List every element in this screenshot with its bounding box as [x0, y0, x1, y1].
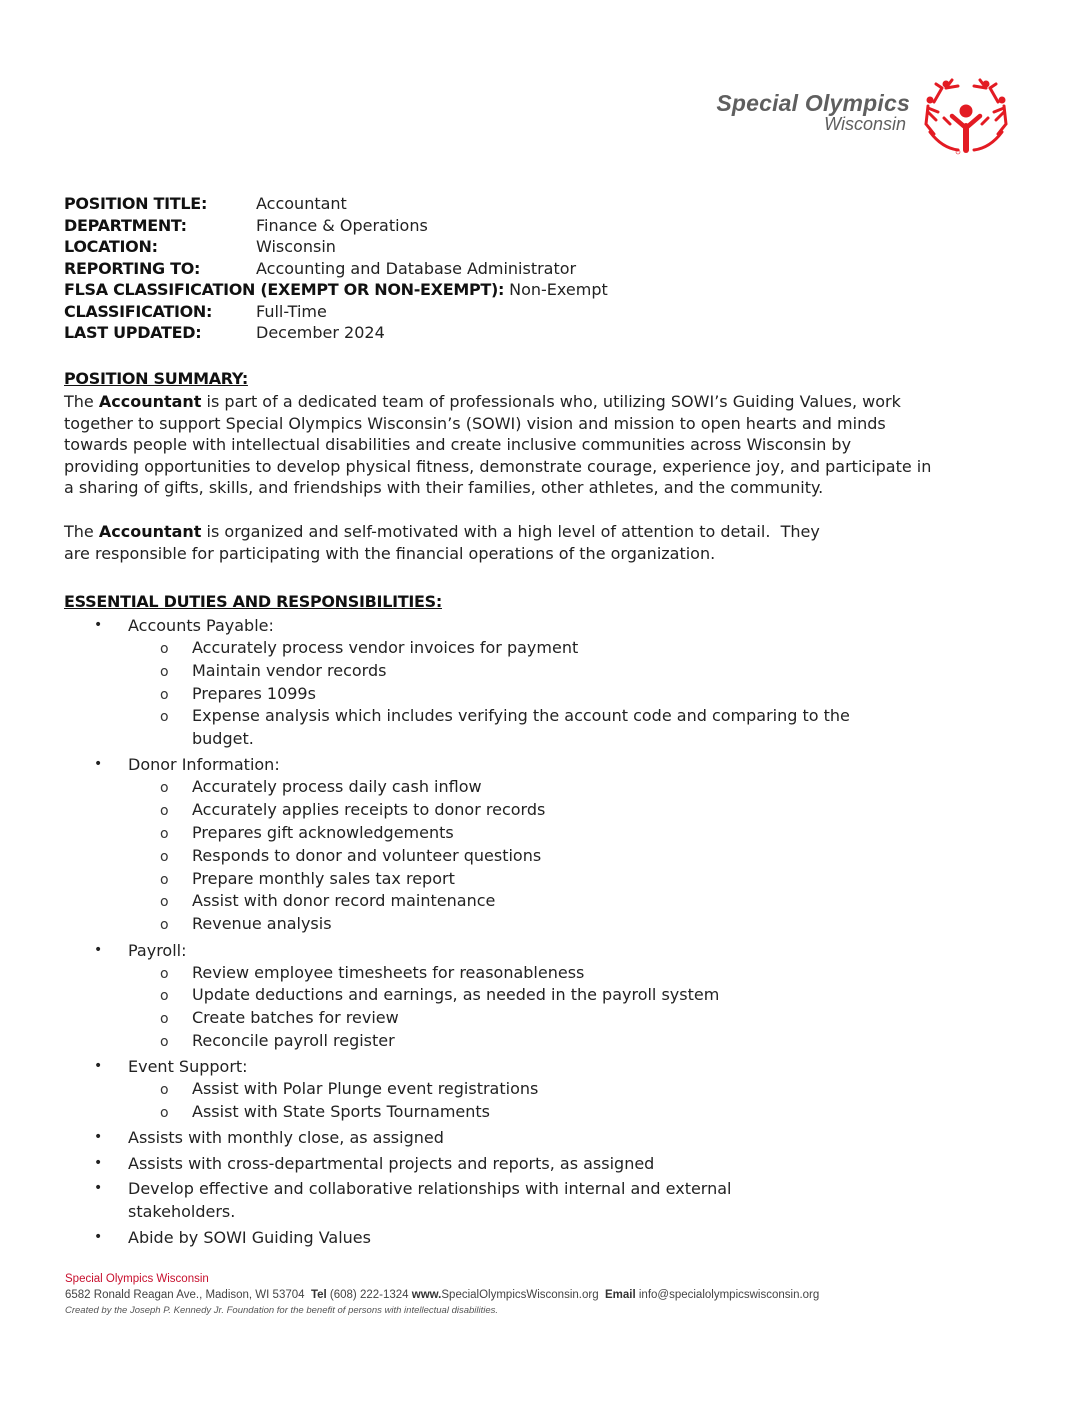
- field-last-updated: [64, 322, 608, 344]
- field-label: POSITION TITLE:: [64, 194, 208, 213]
- sub-bullet-icon: o: [160, 686, 169, 703]
- sub-duty-text: Accurately process vendor invoices for payment: [192, 638, 579, 657]
- sub-bullet-icon: o: [160, 641, 169, 657]
- duty-label: Payroll:: [128, 940, 187, 960]
- duty-event-support: [64, 1055, 964, 1078]
- field-label: LAST UPDATED:: [64, 323, 202, 342]
- sub-duty: [64, 962, 964, 985]
- duty-label: Assists with cross-departmental projects and reports, as assigned: [128, 1153, 655, 1173]
- sub-duty: [64, 776, 964, 799]
- field-department: [64, 215, 608, 237]
- logo-wordmark: Special Olympics: [716, 90, 910, 116]
- footer-address: 6582 Ronald Reagan Ave., Madison, WI 53704: [65, 1289, 305, 1301]
- sub-duty: [64, 637, 964, 660]
- special-olympics-logo: [654, 76, 1014, 156]
- field-classification: [64, 301, 608, 323]
- summary-line: together to support Special Olympics Wisconsin’s (SOWI) vision and mission to open hearts and minds: [64, 413, 886, 433]
- sub-duty-text: Update deductions and earnings, as needed in the payroll system: [192, 985, 720, 1005]
- sub-duty: [64, 799, 964, 822]
- footer-foundation-note: Created by the Joseph P. Kennedy Jr. Foundation for the benefit of persons with intellectual disabilities.: [65, 1305, 499, 1316]
- field-label: DEPARTMENT:: [64, 215, 187, 235]
- sub-duty: [64, 1030, 964, 1053]
- sub-duty: [64, 984, 964, 1007]
- summary-text: The: [64, 392, 99, 411]
- duty-relationships: [64, 1177, 808, 1223]
- sub-duty: [64, 683, 964, 706]
- field-value: Non-Exempt: [509, 280, 608, 299]
- bullet-icon: •: [94, 617, 103, 633]
- sub-duty-text: Prepares 1099s: [192, 683, 316, 703]
- sub-duty: [64, 845, 964, 868]
- sub-bullet-icon: o: [160, 803, 169, 820]
- sub-bullet-icon: o: [160, 826, 169, 843]
- logo-subtitle: Wisconsin: [824, 114, 906, 134]
- field-label: FLSA CLASSIFICATION (EXEMPT OR NON-EXEMPT):: [64, 280, 505, 299]
- sub-duty-text: Assist with Polar Plunge event registrations: [192, 1079, 539, 1099]
- field-value: December 2024: [256, 323, 385, 342]
- summary-line: providing opportunities to develop physical fitness, demonstrate courage, experience joy, and participate in: [64, 456, 932, 476]
- duty-monthly-close: [64, 1126, 964, 1149]
- bullet-icon: •: [94, 1058, 103, 1075]
- duty-label: Accounts Payable:: [128, 616, 274, 635]
- summary-text: The: [64, 522, 99, 541]
- duty-label: Event Support:: [128, 1057, 248, 1077]
- bullet-icon: •: [94, 1228, 103, 1245]
- field-label: CLASSIFICATION:: [64, 301, 213, 321]
- bullet-icon: •: [94, 756, 103, 773]
- duty-guiding-values: [64, 1226, 964, 1249]
- duty-cross-departmental: [64, 1152, 964, 1175]
- summary-line: [64, 521, 1029, 543]
- sub-duty: [64, 705, 902, 751]
- position-summary-paragraph: [64, 391, 1029, 499]
- field-value: Wisconsin: [256, 237, 336, 256]
- sub-bullet-icon: o: [160, 1011, 169, 1028]
- summary-line: towards people with intellectual disabilities and create inclusive communities across Wisconsin by: [64, 435, 852, 455]
- sub-duty: [64, 1007, 964, 1030]
- sub-duty-text: Review employee timesheets for reasonableness: [192, 962, 585, 982]
- sub-bullet-icon: o: [160, 1105, 169, 1122]
- footer-email-link[interactable]: info@specialolympicswisconsin.org: [638, 1289, 820, 1301]
- sub-bullet-icon: o: [160, 1082, 169, 1099]
- sub-duty-text: Assist with State Sports Tournaments: [192, 1102, 491, 1122]
- bullet-icon: •: [94, 1180, 103, 1197]
- summary-text: is organized and self-motivated with a high level of attention to detail. They: [201, 522, 820, 541]
- duty-label: Develop effective and collaborative relationships with internal and external stakeholders.: [128, 1179, 732, 1222]
- sub-duty-text: Expense analysis which includes verifying the account code and comparing to the budget.: [192, 706, 850, 749]
- page-footer: [65, 1272, 819, 1318]
- sub-bullet-icon: o: [160, 871, 169, 888]
- footer-website-link[interactable]: SpecialOlympicsWisconsin.org: [441, 1289, 599, 1301]
- sub-duty: [64, 913, 964, 936]
- footer-tel-label: Tel: [310, 1289, 327, 1301]
- sub-duty-text: Assist with donor record maintenance: [192, 891, 496, 911]
- summary-bold-title: Accountant: [98, 392, 202, 411]
- field-value: Finance & Operations: [256, 215, 428, 235]
- special-olympics-figures-icon: [922, 76, 1012, 156]
- sub-bullet-icon: o: [160, 1033, 169, 1050]
- field-value: Accounting and Database Administrator: [256, 258, 577, 278]
- sub-duty: [64, 1101, 964, 1124]
- duties-list: [64, 614, 964, 1249]
- duty-payroll: [64, 939, 964, 962]
- field-reporting-to: [64, 258, 608, 280]
- sub-duty-text: Reconcile payroll register: [192, 1030, 395, 1050]
- footer-org-name: Special Olympics Wisconsin: [65, 1273, 209, 1285]
- sub-duty-text: Prepares gift acknowledgements: [192, 823, 454, 843]
- sub-duty-text: Responds to donor and volunteer questions: [192, 845, 542, 865]
- sub-bullet-icon: o: [160, 965, 169, 982]
- summary-line: [64, 391, 1029, 413]
- sub-duty: [64, 660, 964, 683]
- duty-label: Donor Information:: [128, 755, 280, 775]
- field-location: [64, 236, 608, 258]
- bullet-icon: •: [94, 1154, 103, 1171]
- position-summary-heading: POSITION SUMMARY:: [64, 369, 248, 388]
- footer-web-prefix: www.: [411, 1289, 442, 1301]
- summary-bold-title: Accountant: [98, 522, 202, 541]
- footer-contact-line: [65, 1287, 819, 1304]
- sub-duty-text: Create batches for review: [192, 1008, 399, 1028]
- sub-duty-text: Prepare monthly sales tax report: [192, 868, 455, 888]
- field-value: Full-Time: [256, 301, 327, 321]
- sub-duty: [64, 1078, 964, 1101]
- sub-duty-text: Accurately process daily cash inflow: [192, 777, 482, 797]
- sub-duty-text: Accurately applies receipts to donor records: [192, 800, 546, 820]
- duty-donor-information: [64, 753, 964, 776]
- sub-duty-text: Revenue analysis: [192, 914, 332, 934]
- duty-label: Abide by SOWI Guiding Values: [128, 1227, 371, 1247]
- bullet-icon: •: [94, 941, 103, 958]
- bullet-icon: •: [94, 1129, 103, 1146]
- position-fields: [64, 193, 608, 344]
- sub-bullet-icon: o: [160, 917, 169, 934]
- sub-bullet-icon: o: [160, 988, 169, 1005]
- sub-bullet-icon: o: [160, 709, 169, 726]
- field-position-title: [64, 193, 608, 215]
- sub-duty-text: Maintain vendor records: [192, 660, 387, 680]
- field-label: REPORTING TO:: [64, 258, 201, 278]
- footer-tel: (608) 222-1324: [329, 1289, 409, 1301]
- sub-bullet-icon: o: [160, 848, 169, 865]
- summary-line: a sharing of gifts, skills, and friendships with their families, other athletes, and the community.: [64, 478, 824, 498]
- sub-duty: [64, 868, 964, 891]
- footer-email-label: Email: [604, 1289, 636, 1301]
- field-value: Accountant: [256, 194, 347, 213]
- sub-bullet-icon: o: [160, 780, 169, 797]
- essential-duties-heading: ESSENTIAL DUTIES AND RESPONSIBILITIES:: [64, 592, 442, 611]
- field-label: LOCATION:: [64, 237, 158, 256]
- accountant-description-paragraph: [64, 521, 1029, 564]
- duty-label: Assists with monthly close, as assigned: [128, 1128, 444, 1148]
- duty-accounts-payable: [64, 614, 964, 637]
- sub-bullet-icon: o: [160, 663, 169, 680]
- sub-duty: [64, 822, 964, 845]
- summary-line: are responsible for participating with the financial operations of the organization.: [64, 543, 716, 563]
- summary-text: is part of a dedicated team of professionals who, utilizing SOWI’s Guiding Values, work: [201, 392, 901, 411]
- sub-duty: [64, 890, 964, 913]
- field-flsa-classification: [64, 279, 608, 301]
- sub-bullet-icon: o: [160, 894, 169, 911]
